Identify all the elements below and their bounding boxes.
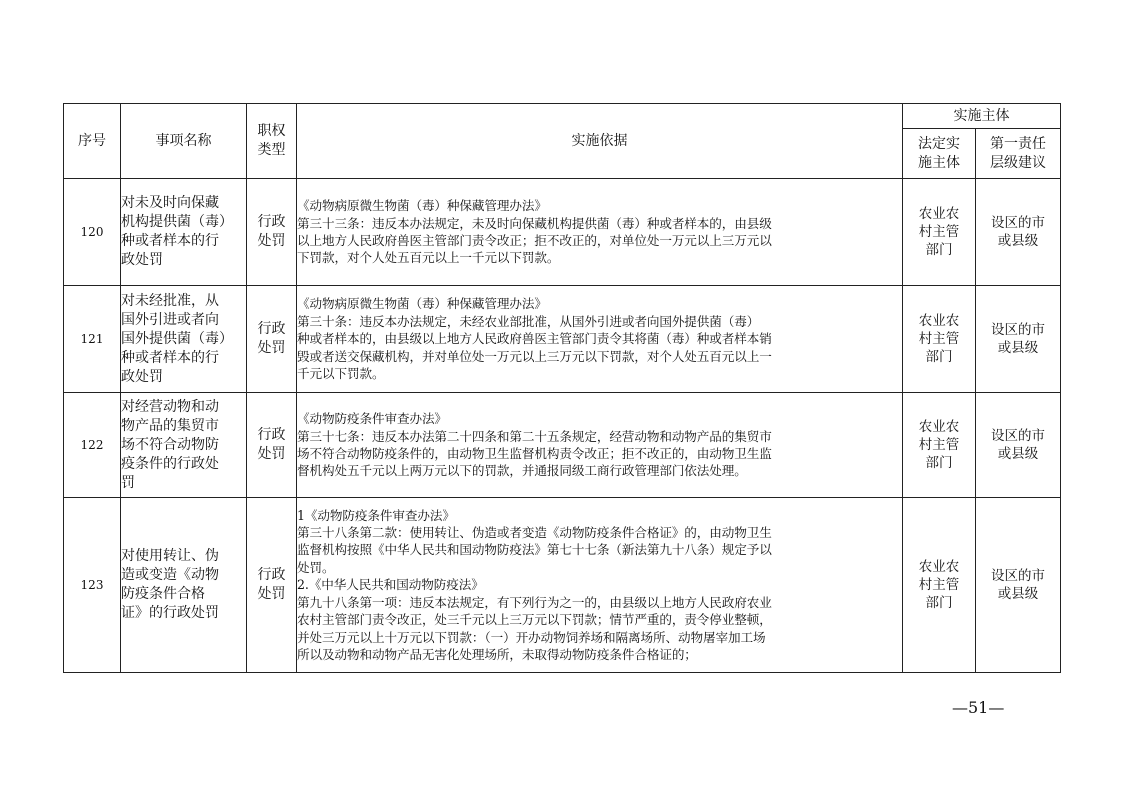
header-subject: 实施主体	[903, 104, 1061, 129]
row-basis: 1《动物防疫条件审查办法》 第三十八条第二款：使用转让、伪造或者变造《动物防疫条件合格证》的，由动物卫生 监督机构按照《中华人民共和国动物防疫法》第七十七条（新法第九十八条）规定予以 处罚。 2.《中华人民共和国动物防疫法》 第九十八条第一项：违反本法规定，有下列行为之一的，由县级以上地方人民政府农业 农村主管部门责令改正，处三千元以上三万元以下罚款；情节严重的，责令停业整顿， 并处三万元以上十万元以下罚款：（一）开办动物饲养场和隔离场所、动物屠宰加工场 所以及动物和动物产品无害化处理场所，未取得动物防疫条件合格证的；	[297, 498, 903, 673]
row-name: 对经营动物和动 物产品的集贸市 场不符合动物防 疫条件的行政处 罚	[121, 393, 247, 498]
header-type: 职权 类型	[247, 104, 297, 179]
row-legal-subject: 农业农 村主管 部门	[903, 498, 976, 673]
row-name: 对未经批准，从 国外引进或者向 国外提供菌（毒） 种或者样本的行 政处罚	[121, 286, 247, 393]
table-row	[64, 498, 1061, 673]
row-legal-subject: 农业农 村主管 部门	[903, 393, 976, 498]
row-type: 行政 处罚	[247, 179, 297, 286]
row-name: 对未及时向保藏 机构提供菌（毒） 种或者样本的行 政处罚	[121, 179, 247, 286]
row-seq: 123	[64, 498, 121, 673]
row-seq: 120	[64, 179, 121, 286]
row-legal-subject: 农业农 村主管 部门	[903, 286, 976, 393]
table-row	[64, 393, 1061, 498]
row-first-level: 设区的市 或县级	[976, 179, 1061, 286]
row-name: 对使用转让、伪 造或变造《动物 防疫条件合格 证》的行政处罚	[121, 498, 247, 673]
header-legal-subject: 法定实 施主体	[903, 129, 976, 179]
row-seq: 121	[64, 286, 121, 393]
row-type: 行政 处罚	[247, 286, 297, 393]
row-type: 行政 处罚	[247, 498, 297, 673]
row-basis: 《动物防疫条件审查办法》 第三十七条：违反本办法第二十四条和第二十五条规定，经营动物和动物产品的集贸市 场不符合动物防疫条件的，由动物卫生监督机构责令改正；拒不改正的，由动物卫生监 督机构处五千元以上两万元以下的罚款，并通报同级工商行政管理部门依法处理。	[297, 393, 903, 498]
row-type: 行政 处罚	[247, 393, 297, 498]
header-basis: 实施依据	[297, 104, 903, 179]
row-legal-subject: 农业农 村主管 部门	[903, 179, 976, 286]
row-first-level: 设区的市 或县级	[976, 286, 1061, 393]
matters-table	[63, 103, 1061, 673]
table-row	[64, 179, 1061, 286]
row-basis: 《动物病原微生物菌（毒）种保藏管理办法》 第三十条：违反本办法规定，未经农业部批准，从国外引进或者向国外提供菌（毒） 种或者样本的，由县级以上地方人民政府兽医主管部门责令其将菌（毒）种或者样本销 毁或者送交保藏机构，并对单位处一万元以上三万元以下罚款，对个人处五百元以上一 千元以下罚款。	[297, 286, 903, 393]
row-seq: 122	[64, 393, 121, 498]
header-seq: 序号	[64, 104, 121, 179]
page-number: —51—	[952, 698, 1005, 717]
row-first-level: 设区的市 或县级	[976, 393, 1061, 498]
table-row	[64, 286, 1061, 393]
row-basis: 《动物病原微生物菌（毒）种保藏管理办法》 第三十三条：违反本办法规定，未及时向保藏机构提供菌（毒）种或者样本的，由县级 以上地方人民政府兽医主管部门责令改正；拒不改正的，对单位处一万元以上三万元以 下罚款，对个人处五百元以上一千元以下罚款。	[297, 179, 903, 286]
header-first-level: 第一责任 层级建议	[976, 129, 1061, 179]
header-name: 事项名称	[121, 104, 247, 179]
row-first-level: 设区的市 或县级	[976, 498, 1061, 673]
